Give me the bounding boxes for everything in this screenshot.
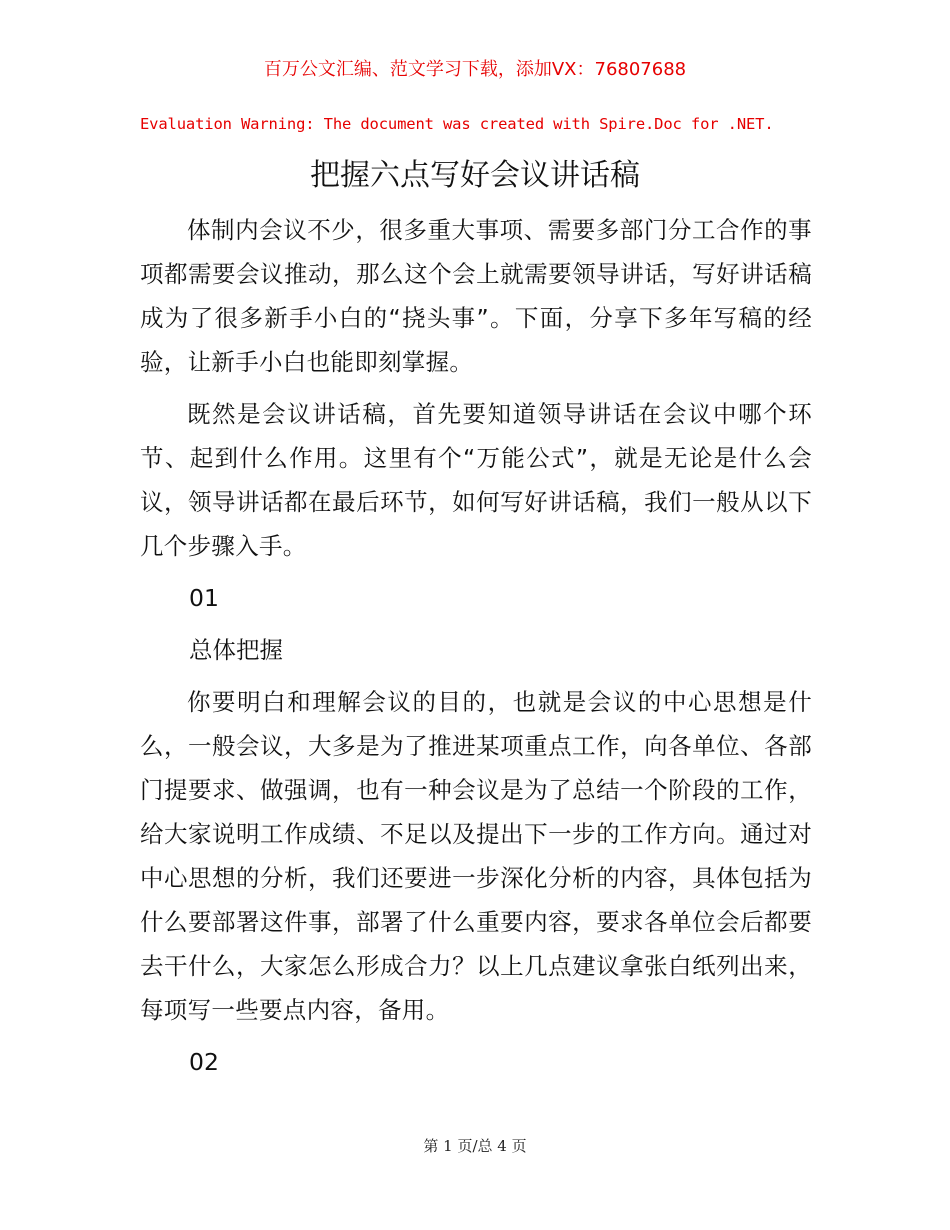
- section-number: 01: [189, 584, 219, 612]
- section-number: 02: [189, 1048, 219, 1076]
- page-number-footer: 第 1 页/总 4 页: [423, 1137, 527, 1155]
- document-body: [140, 208, 812, 1092]
- method-paragraph: 既然是会议讲话稿，首先要知道领导讲话在会议中哪个环节、起到什么作用。这里有个“万能公式”，就是无论是什么会议，领导讲话都在最后环节，如何写好讲话稿，我们一般从以下几个步骤入手。: [140, 400, 812, 560]
- section-heading: 总体把握: [189, 636, 283, 664]
- evaluation-warning: Evaluation Warning: The document was created with Spire.Doc for .NET.: [140, 115, 774, 133]
- header-banner: 百万公文汇编、范文学习下载，添加VX：76807688: [263, 59, 687, 80]
- section-paragraph: 你要明白和理解会议的目的，也就是会议的中心思想是什么，一般会议，大多是为了推进某项重点工作，向各单位、各部门提要求、做强调，也有一种会议是为了总结一个阶段的工作，给大家说明工作成绩、不足以及提出下一步的工作方向。通过对中心思想的分析，我们还要进一步深化分析的内容，具体包括为什么要部署这件事，部署了什么重要内容，要求各单位会后都要去干什么，大家怎么形成合力？以上几点建议拿张白纸列出来，每项写一些要点内容，备用。: [140, 688, 812, 1024]
- intro-paragraph: 体制内会议不少，很多重大事项、需要多部门分工合作的事项都需要会议推动，那么这个会上就需要领导讲话，写好讲话稿成为了很多新手小白的“挠头事”。下面，分享下多年写稿的经验，让新手小白也能即刻掌握。: [140, 216, 812, 376]
- document-title: 把握六点写好会议讲话稿: [310, 158, 640, 193]
